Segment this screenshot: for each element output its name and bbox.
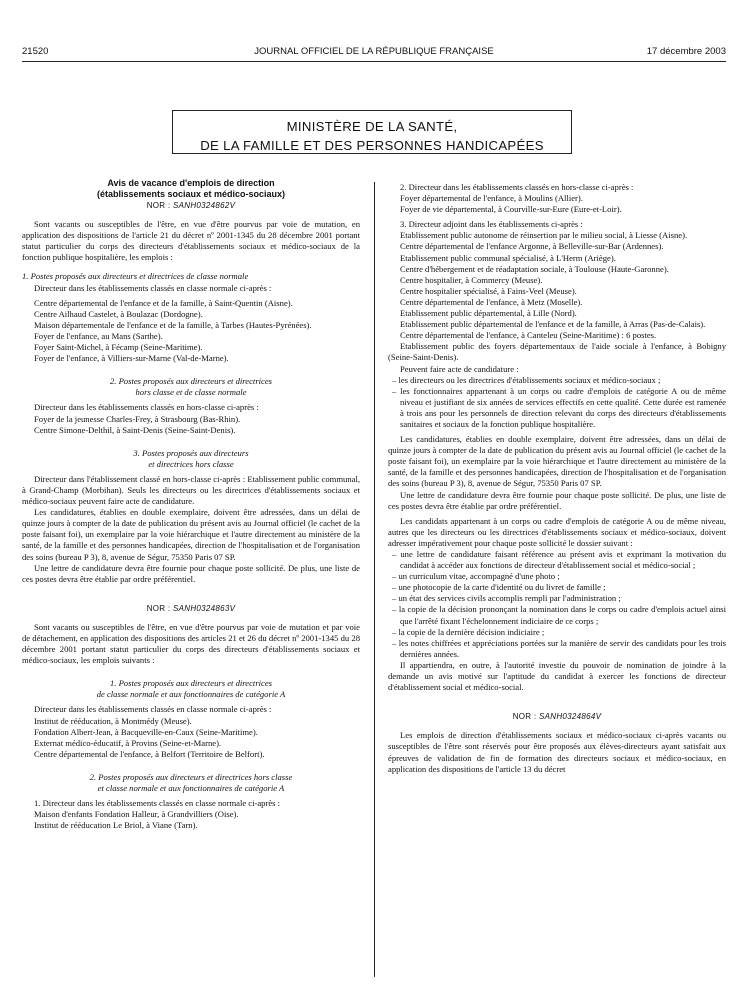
- list-item: Etablissement public autonome de réinsertion par le milieu social, à Liesse (Aisne).: [400, 230, 688, 241]
- page-number: 21520: [22, 46, 49, 57]
- list-item: Foyer de l'enfance, au Mans (Sarthe).: [34, 330, 163, 341]
- paragraph: Peuvent faire acte de candidature :: [400, 363, 519, 374]
- section-heading-line-2: hors classe et de classe normale: [135, 387, 247, 398]
- paragraph: Il appartiendra, en outre, à l'autorité investie du pouvoir de nomination de joindre à la demande un avis motivé sur l'aptitude du candidat à exercer les fonctions de directeur d'établissement social et médico-social.: [388, 659, 726, 693]
- paragraph: 1. Directeur dans les établissements classés en classe normale ci-après :: [34, 798, 281, 809]
- nor-reference: NOR : SANH0324863V: [146, 603, 236, 613]
- section-heading: 1. Postes proposés aux directeurs et directrices de classe normale: [22, 271, 249, 282]
- page-header: [22, 46, 726, 60]
- paragraph: 3. Directeur adjoint dans les établissements ci-après :: [400, 219, 583, 230]
- paragraph: Les candidatures, établies en double exemplaire, doivent être adressées, dans un délai de quinze jours à compter de la date de publication du présent avis au Journal officiel (le cachet de la poste faisant foi), un exemplaire par la voie hiérarchique et l'autre directement au ministère de la santé, de la famille et des personnes handicapées, direction de l'hospitalisation et de l'organisation des soins (bureau P 3), 8, avenue de Ségur, 75350 Paris 07 SP.: [388, 434, 726, 489]
- intro-paragraph: Sont vacants ou susceptibles de l'être, en vue d'être pourvus par voie de mutation, en application des dispositions de l'article 21 du décret nº 2001-1345 du 28 décembre 2001 portant statut particulier du corps des directeurs d'établissements sociaux et médico-sociaux de la fonction publique hospitalière, les emplois :: [22, 219, 360, 263]
- dash-item: – un état des services civils accomplis rempli par l'administration ;: [392, 593, 621, 604]
- section-heading: 1. Postes proposés aux directeurs et directrices: [109, 678, 273, 689]
- list-item: Institut de rééducation Le Briol, à Viane (Tarn).: [34, 820, 198, 831]
- list-item: Foyer de vie départemental, à Courville-sur-Eure (Eure-et-Loir).: [400, 204, 622, 215]
- list-item: Maison d'enfants Fondation Halleur, à Grandvilliers (Oise).: [34, 809, 239, 820]
- nor-reference: NOR : SANH0324864V: [512, 712, 602, 722]
- list-item: Centre départemental de l'enfance, à Canteleu (Seine-Maritime) : 6 postes.: [400, 330, 657, 341]
- paragraph: Directeur dans les établissements classés en classe normale ci-après :: [34, 704, 272, 715]
- column-divider: [374, 182, 375, 977]
- section-heading-line-2: et classe normale et aux fonctionnaires de catégorie A: [97, 783, 285, 794]
- paragraph: Les candidats appartenant à un corps ou cadre d'emplois de catégorie A ou de même niveau, autres que les directeurs ou les directrices d'établissements sociaux et médico-sociaux, doivent adresser impérativement pour chaque poste sollicité le dossier suivant :: [388, 515, 726, 548]
- paragraph: Une lettre de candidature devra être fournie pour chaque poste sollicité. De plus, une liste de ces postes devra être établie par ordre préférentiel.: [22, 562, 360, 584]
- list-item: Etablissement public des foyers départementaux de l'aide sociale à l'enfance, à Bobigny (Seine-Saint-Denis).: [388, 341, 726, 363]
- list-item: Institut de rééducation, à Montmédy (Meuse).: [34, 715, 192, 726]
- ministry-line-1: MINISTÈRE DE LA SANTÉ,: [286, 119, 458, 134]
- paragraph: 2. Directeur dans les établissements classés en hors-classe ci-après :: [400, 182, 634, 192]
- paragraph: Une lettre de candidature devra être fournie pour chaque poste sollicité. De plus, une liste de ces postes devra être établie par ordre préférentiel.: [388, 489, 726, 511]
- list-item: Fondation Albert-Jean, à Bacqueville-en-Caux (Seine-Maritime).: [34, 726, 258, 737]
- notice-title: Avis de vacance d'emplois de direction: [107, 178, 275, 188]
- issue-date: 17 décembre 2003: [646, 46, 726, 57]
- left-column: [22, 178, 360, 831]
- dash-item: – une lettre de candidature faisant référence au présent avis et exprimant la motivation du candidat à accéder aux fonctions de directeur d'établissement social et médico-social ;: [392, 549, 726, 571]
- section-heading-line-2: de classe normale et aux fonctionnaires de catégorie A: [96, 689, 286, 700]
- list-item: Etablissement public départemental, à Lille (Nord).: [400, 308, 577, 319]
- paragraph: Directeur dans l'établissement classé en hors-classe ci-après : Etablissement public communal, à Grand-Champ (Morbihan). Seuls les directeurs ou les directrices d'établissements sociaux et médico-sociaux peuvent faire acte de candidature.: [22, 473, 360, 507]
- section-heading: 2. Postes proposés aux directeurs et directrices hors classe: [89, 771, 293, 782]
- dash-item: – la copie de la décision prononçant la nomination dans le corps ou cadre d'emplois actuel ainsi que l'arrêté fixant l'échelonnement indiciaire de ce corps ;: [392, 604, 726, 626]
- list-item: Centre Ailhaud Castelet, à Boulazac (Dordogne).: [34, 308, 203, 319]
- ministry-line-2: DE LA FAMILLE ET DES PERSONNES HANDICAPÉES: [200, 138, 544, 153]
- dash-item: – une photocopie de la carte d'identité ou du livret de famille ;: [392, 582, 606, 593]
- section-heading: 2. Postes proposés aux directeurs et directrices: [109, 376, 273, 387]
- dash-item: – les directeurs ou les directrices d'établissements sociaux et médico-sociaux ;: [392, 374, 661, 385]
- paragraph: Directeur dans les établissements classés en hors-classe ci-après :: [34, 402, 259, 413]
- list-item: Externat médico-éducatif, à Provins (Seine-et-Marne).: [34, 737, 222, 748]
- list-item: Centre hospitalier, à Commercy (Meuse).: [400, 274, 543, 285]
- list-item: Centre départemental de l'enfance Argonne, à Belleville-sur-Bar (Ardennes).: [400, 241, 664, 252]
- list-item: Foyer de l'enfance, à Villiers-sur-Marne (Val-de-Marne).: [34, 353, 229, 364]
- section-heading: 3. Postes proposés aux directeurs: [133, 447, 249, 458]
- dash-item: – la copie de la dernière décision indiciaire ;: [392, 626, 545, 637]
- list-item: Etablissement public communal spécialisé, à L'Herm (Ariège).: [400, 252, 616, 263]
- nor-reference: NOR : SANH0324862V: [146, 201, 236, 210]
- paragraph: Directeur dans les établissements classés en classe normale ci-après :: [34, 282, 272, 293]
- list-item: Centre départemental de l'enfance et de la famille, à Saint-Quentin (Aisne).: [34, 297, 293, 308]
- header-rule: [22, 61, 726, 62]
- dash-item: – un curriculum vitae, accompagné d'une photo ;: [392, 571, 560, 582]
- list-item: Foyer de la jeunesse Charles-Frey, à Strasbourg (Bas-Rhin).: [34, 413, 241, 424]
- ministry-box: [172, 110, 572, 154]
- notice-subtitle: (établissements sociaux et médico-sociaux): [96, 189, 286, 199]
- section-heading-line-2: et directrices hors classe: [148, 458, 234, 469]
- list-item: Foyer Saint-Michel, à Fécamp (Seine-Maritime).: [34, 342, 203, 353]
- dash-item: – les fonctionnaires appartenant à un corps ou cadre d'emplois de catégorie A ou de même niveau et justifiant de six années de services effectifs en cette qualité. Cette durée est ramenée à trois ans pour les personnels de direction relevant du corps des directeurs d'établissements sanitaires et sociaux de la fonction publique hospitalière.: [392, 385, 726, 429]
- paragraph: Les emplois de direction d'établissements sociaux et médico-sociaux ci-après vacants ou susceptibles de l'être sont réservés pour être proposés aux élèves-directeurs ayant satisfait aux épreuves de validation de fin de formation des directeurs sociaux et médico-sociaux, en application des dispositions de l'article 13 du décret: [388, 730, 726, 774]
- dash-item: – les notes chiffrées et appréciations portées sur la manière de servir des candidats pour les trois dernières années.: [392, 637, 726, 659]
- list-item: Etablissement public départemental de l'enfance et de la famille, à Arras (Pas-de-Calais).: [400, 319, 706, 330]
- list-item: Centre départemental de l'enfance, à Metz (Moselle).: [400, 296, 583, 307]
- list-item: Maison départementale de l'enfance et de la famille, à Tarbes (Hautes-Pyrénées).: [34, 319, 312, 330]
- paragraph: Les candidatures, établies en double exemplaire, doivent être adressées, dans un délai de quinze jours à compter de la date de publication du présent avis au Journal officiel (le cachet de la poste faisant foi), un exemplaire par la voie hiérarchique et l'autre directement au ministère de la santé, de la famille et des personnes handicapées, direction de l'hospitalisation et de l'organisation des soins (bureau P 3), 8, avenue de Ségur, 75350 Paris 07 SP.: [22, 507, 360, 562]
- intro-paragraph: Sont vacants ou susceptibles de l'être, en vue d'être pourvus par voie de mutation et par voie de détachement, en application des dispositions des articles 21 et 26 du décret nº 2001-1345 du 28 décembre 2001 portant statut particulier du corps des directeurs d'établissements sociaux et médico-sociaux, les emplois suivants :: [22, 621, 360, 666]
- right-column: [388, 182, 726, 775]
- list-item: Centre départemental de l'enfance, à Belfort (Territoire de Belfort).: [34, 748, 265, 759]
- list-item: Centre d'hébergement et de réadaptation sociale, à Toulouse (Haute-Garonne).: [400, 263, 669, 274]
- list-item: Centre hospitalier spécialisé, à Fains-Veel (Meuse).: [400, 285, 577, 296]
- list-item: Foyer départemental de l'enfance, à Moulins (Allier).: [400, 193, 583, 204]
- list-item: Centre Simone-Delthil, à Saint-Denis (Seine-Saint-Denis).: [34, 424, 236, 435]
- journal-title: JOURNAL OFFICIEL DE LA RÉPUBLIQUE FRANÇAISE: [254, 46, 494, 57]
